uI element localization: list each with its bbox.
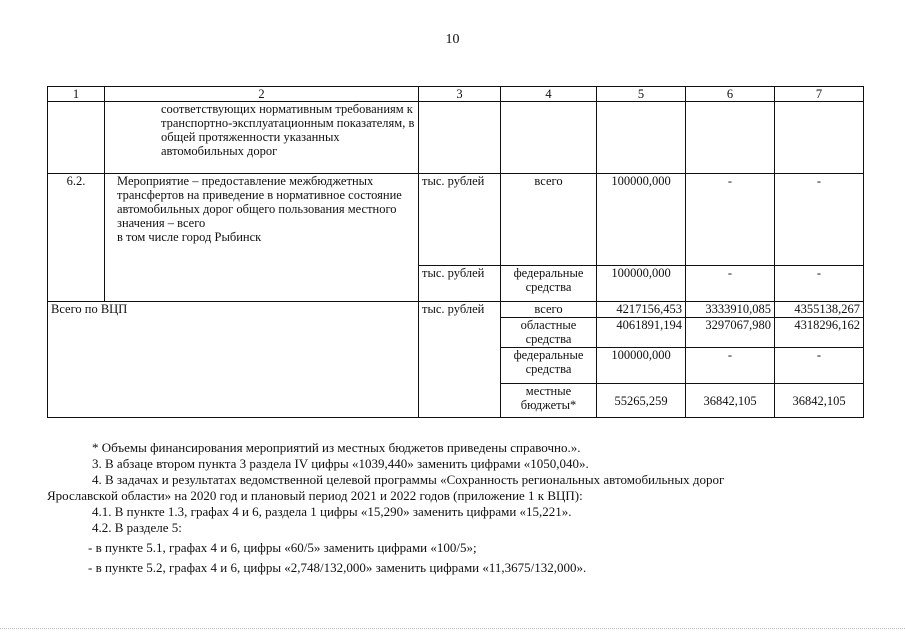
row-6-2-main-text: Мероприятие – предоставление межбюджетных трансфертов на приведение в нормативное состояние автомобильных дорог общего пользования местного значения – всего: [117, 174, 402, 230]
paragraph-4-2: 4.2. В разделе 5:: [92, 520, 182, 535]
source-cell: федеральные средства: [501, 266, 597, 302]
value-col-6: -: [686, 174, 775, 266]
table-header-row: [48, 87, 864, 102]
table-row: [48, 102, 864, 174]
header-col-6: 6: [686, 87, 775, 102]
value-col-5: 4061891,194: [597, 318, 686, 348]
continued-row-num: [48, 102, 105, 174]
paragraph-4-1: 4.1. В пункте 1.3, графах 4 и 6, раздела 1 цифры «15,290» заменить цифрами «15,221».: [92, 504, 572, 519]
table-row: [48, 174, 864, 266]
header-col-7: 7: [775, 87, 864, 102]
row-6-2-sub-text: в том числе город Рыбинск: [117, 230, 262, 244]
unit-cell: тыс. рублей: [419, 174, 501, 266]
value-col-5: 100000,000: [597, 266, 686, 302]
source-cell: всего: [501, 174, 597, 266]
table-row: [48, 302, 864, 318]
value-col-5: 55265,259: [597, 384, 686, 418]
bullet-2: - в пункте 5.2, графах 4 и 6, цифры «2,748/132,000» заменить цифрами «11,3675/132,000».: [88, 560, 587, 575]
scan-artifact-line: [0, 628, 905, 633]
paragraph-4-line-2: Ярославской области» на 2020 год и плановый период 2021 и 2022 годов (приложение 1 к ВЦП):: [47, 488, 583, 503]
unit-cell: тыс. рублей: [419, 266, 501, 302]
value-col-6: 3297067,980: [686, 318, 775, 348]
value-col-5: 4217156,453: [597, 302, 686, 318]
header-col-3: 3: [419, 87, 501, 102]
value-col-6: -: [686, 348, 775, 384]
value-col-7: 4355138,267: [775, 302, 864, 318]
value-col-7: 4318296,162: [775, 318, 864, 348]
bullet-1: - в пункте 5.1, графах 4 и 6, цифры «60/5» заменить цифрами «100/5»;: [88, 540, 477, 555]
paragraph-4-line-1: 4. В задачах и результатах ведомственной целевой программы «Сохранность региональных автомобильных дорог: [92, 472, 725, 487]
row-6-2-num: 6.2.: [48, 174, 105, 302]
source-cell: всего: [501, 302, 597, 318]
row-6-2-description: [105, 174, 419, 302]
paragraph-3: 3. В абзаце втором пункта 3 раздела IV цифры «1039,440» заменить цифрами «1050,040».: [92, 456, 589, 471]
value-col-5: 100000,000: [597, 174, 686, 266]
value-col-7: -: [775, 348, 864, 384]
continued-row-text: соответствующих нормативным требованиям к транспортно-эксплуатационным показателям, в общей протяженности указанных автомобильных дорог: [105, 102, 419, 174]
header-col-1: 1: [48, 87, 105, 102]
value-col-6: -: [686, 266, 775, 302]
total-unit: тыс. рублей: [419, 302, 501, 418]
source-cell: федеральные средства: [501, 348, 597, 384]
value-col-6: 3333910,085: [686, 302, 775, 318]
header-col-4: 4: [501, 87, 597, 102]
value-col-6: 36842,105: [686, 384, 775, 418]
value-col-7: 36842,105: [775, 384, 864, 418]
budget-table: [47, 86, 864, 418]
footnote: * Объемы финансирования мероприятий из местных бюджетов приведены справочно.».: [92, 440, 581, 455]
source-cell: местные бюджеты*: [501, 384, 597, 418]
total-label: Всего по ВЦП: [48, 302, 419, 418]
header-col-5: 5: [597, 87, 686, 102]
source-cell: областные средства: [501, 318, 597, 348]
value-col-7: -: [775, 266, 864, 302]
value-col-7: -: [775, 174, 864, 266]
header-col-2: 2: [105, 87, 419, 102]
value-col-5: 100000,000: [597, 348, 686, 384]
page-number: 10: [445, 32, 460, 47]
